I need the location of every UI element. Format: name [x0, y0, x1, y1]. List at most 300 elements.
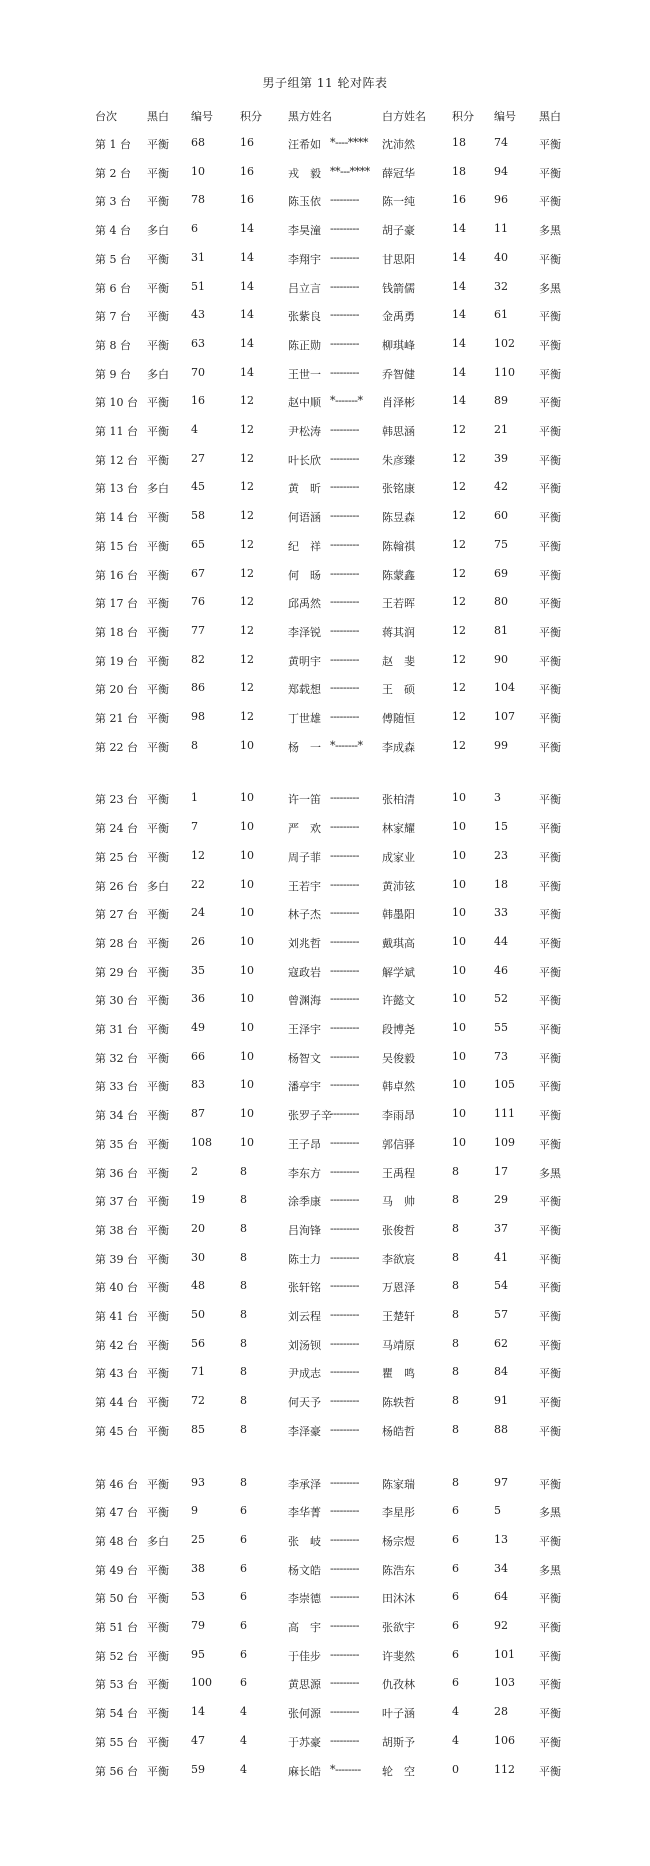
- black-name-cell: 于苏豪: [288, 1736, 321, 1749]
- header-white-points: 积分: [452, 110, 474, 123]
- board-cell: 第 14 台: [95, 511, 138, 524]
- white-name-cell: 傅随恒: [382, 712, 415, 725]
- black-color-cell: 平衡: [147, 1339, 169, 1352]
- result-separator: ---------: [330, 1619, 359, 1632]
- black-number-cell: 45: [191, 480, 205, 493]
- result-separator: ---------: [330, 1107, 359, 1120]
- black-color-cell: 平衡: [147, 1195, 169, 1208]
- white-points-cell: 10: [452, 964, 466, 977]
- black-number-cell: 31: [191, 251, 205, 264]
- white-color-cell: 平衡: [539, 655, 561, 668]
- white-number-cell: 101: [494, 1648, 515, 1661]
- white-number-cell: 40: [494, 251, 508, 264]
- white-number-cell: 81: [494, 624, 508, 637]
- table-row: [0, 849, 650, 865]
- black-color-cell: 平衡: [147, 937, 169, 950]
- result-separator: ---------: [330, 1050, 359, 1063]
- white-color-cell: 平衡: [539, 1592, 561, 1605]
- table-row: [0, 1136, 650, 1152]
- header-white-no: 编号: [494, 110, 516, 123]
- board-cell: 第 9 台: [95, 368, 131, 381]
- result-separator: ---------: [330, 251, 359, 264]
- black-name-cell: 叶长欣: [288, 454, 321, 467]
- white-color-cell: 平衡: [539, 1650, 561, 1663]
- table-row: [0, 1078, 650, 1094]
- black-color-cell: 平衡: [147, 655, 169, 668]
- table-row: [0, 251, 650, 267]
- white-color-cell: 平衡: [539, 880, 561, 893]
- black-points-cell: 12: [240, 538, 254, 551]
- black-color-cell: 平衡: [147, 1678, 169, 1691]
- black-points-cell: 12: [240, 509, 254, 522]
- white-name-cell: 张柏清: [382, 793, 415, 806]
- black-number-cell: 51: [191, 280, 205, 293]
- board-cell: 第 54 台: [95, 1707, 138, 1720]
- white-number-cell: 32: [494, 280, 508, 293]
- black-name-cell: 黄思源: [288, 1678, 321, 1691]
- white-color-cell: 平衡: [539, 310, 561, 323]
- black-name-cell: 张 岐: [288, 1535, 321, 1548]
- white-number-cell: 55: [494, 1021, 508, 1034]
- white-color-cell: 平衡: [539, 851, 561, 864]
- black-name-cell: 杨 一: [288, 741, 321, 754]
- black-name-cell: 刘云程: [288, 1310, 321, 1323]
- white-name-cell: 钱箭儒: [382, 282, 415, 295]
- white-number-cell: 57: [494, 1308, 508, 1321]
- white-points-cell: 12: [452, 624, 466, 637]
- white-name-cell: 杨宗煜: [382, 1535, 415, 1548]
- black-points-cell: 10: [240, 820, 254, 833]
- result-separator: ---------: [330, 1705, 359, 1718]
- black-points-cell: 12: [240, 653, 254, 666]
- white-number-cell: 29: [494, 1193, 508, 1206]
- white-number-cell: 90: [494, 653, 508, 666]
- white-points-cell: 12: [452, 739, 466, 752]
- black-name-cell: 潘亭宇: [288, 1080, 321, 1093]
- black-number-cell: 35: [191, 964, 205, 977]
- black-name-cell: 张紫良: [288, 310, 321, 323]
- white-color-cell: 平衡: [539, 339, 561, 352]
- white-points-cell: 8: [452, 1365, 459, 1378]
- black-color-cell: 平衡: [147, 1367, 169, 1380]
- black-color-cell: 平衡: [147, 1506, 169, 1519]
- white-color-cell: 平衡: [539, 1765, 561, 1778]
- white-name-cell: 朱彦臻: [382, 454, 415, 467]
- white-number-cell: 46: [494, 964, 508, 977]
- black-color-cell: 多白: [147, 1535, 169, 1548]
- table-row: [0, 1648, 650, 1664]
- table-row: [0, 193, 650, 209]
- black-name-cell: 麻长皓: [288, 1765, 321, 1778]
- white-color-cell: 平衡: [539, 712, 561, 725]
- table-header: [0, 108, 650, 124]
- board-cell: 第 2 台: [95, 167, 131, 180]
- white-color-cell: 多黑: [539, 224, 561, 237]
- black-number-cell: 67: [191, 567, 205, 580]
- black-number-cell: 10: [191, 165, 205, 178]
- white-number-cell: 96: [494, 193, 508, 206]
- black-name-cell: 高 宇: [288, 1621, 321, 1634]
- board-cell: 第 10 台: [95, 396, 138, 409]
- white-name-cell: 陈一纯: [382, 195, 415, 208]
- black-color-cell: 平衡: [147, 1281, 169, 1294]
- white-number-cell: 89: [494, 394, 508, 407]
- table-row: [0, 1165, 650, 1181]
- white-name-cell: 陈昱森: [382, 511, 415, 524]
- board-cell: 第 5 台: [95, 253, 131, 266]
- result-separator: ---------: [330, 480, 359, 493]
- board-cell: 第 11 台: [95, 425, 138, 438]
- black-points-cell: 10: [240, 878, 254, 891]
- board-cell: 第 30 台: [95, 994, 138, 1007]
- white-name-cell: 沈沛然: [382, 138, 415, 151]
- black-number-cell: 48: [191, 1279, 205, 1292]
- white-color-cell: 平衡: [539, 540, 561, 553]
- black-number-cell: 70: [191, 366, 205, 379]
- white-points-cell: 14: [452, 308, 466, 321]
- white-color-cell: 平衡: [539, 1367, 561, 1380]
- result-separator: *----****: [330, 136, 368, 149]
- table-row: [0, 337, 650, 353]
- black-name-cell: 何天予: [288, 1396, 321, 1409]
- board-cell: 第 43 台: [95, 1367, 138, 1380]
- white-name-cell: 胡斯予: [382, 1736, 415, 1749]
- black-name-cell: 李昊潼: [288, 224, 321, 237]
- black-points-cell: 10: [240, 1078, 254, 1091]
- result-separator: ---------: [330, 1590, 359, 1603]
- board-cell: 第 24 台: [95, 822, 138, 835]
- table-row: [0, 1423, 650, 1439]
- table-row: [0, 1222, 650, 1238]
- white-color-cell: 平衡: [539, 741, 561, 754]
- black-number-cell: 20: [191, 1222, 205, 1235]
- black-name-cell: 张罗子辛: [288, 1109, 332, 1122]
- result-separator: ---------: [330, 366, 359, 379]
- black-name-cell: 李泽锐: [288, 626, 321, 639]
- white-color-cell: 多黑: [539, 1167, 561, 1180]
- result-separator: ---------: [330, 509, 359, 522]
- white-name-cell: 万恩泽: [382, 1281, 415, 1294]
- table-row: [0, 878, 650, 894]
- white-name-cell: 韩卓然: [382, 1080, 415, 1093]
- black-number-cell: 79: [191, 1619, 205, 1632]
- black-points-cell: 8: [240, 1308, 247, 1321]
- black-points-cell: 12: [240, 624, 254, 637]
- white-name-cell: 李欲宸: [382, 1253, 415, 1266]
- black-points-cell: 14: [240, 308, 254, 321]
- black-points-cell: 6: [240, 1504, 247, 1517]
- board-cell: 第 41 台: [95, 1310, 138, 1323]
- white-name-cell: 陈翰祺: [382, 540, 415, 553]
- board-cell: 第 47 台: [95, 1506, 138, 1519]
- white-name-cell: 马靖原: [382, 1339, 415, 1352]
- table-row: [0, 1476, 650, 1492]
- result-separator: ---------: [330, 1193, 359, 1206]
- black-number-cell: 78: [191, 193, 205, 206]
- black-name-cell: 邱禹然: [288, 597, 321, 610]
- white-number-cell: 5: [494, 1504, 501, 1517]
- black-name-cell: 刘兆哲: [288, 937, 321, 950]
- black-color-cell: 平衡: [147, 1707, 169, 1720]
- white-points-cell: 8: [452, 1193, 459, 1206]
- white-color-cell: 平衡: [539, 1535, 561, 1548]
- white-number-cell: 42: [494, 480, 508, 493]
- black-points-cell: 8: [240, 1165, 247, 1178]
- white-points-cell: 12: [452, 423, 466, 436]
- result-separator: ---------: [330, 1251, 359, 1264]
- black-name-cell: 李承泽: [288, 1478, 321, 1491]
- black-color-cell: 平衡: [147, 511, 169, 524]
- white-name-cell: 陈浩东: [382, 1564, 415, 1577]
- white-color-cell: 平衡: [539, 195, 561, 208]
- white-name-cell: 王楚轩: [382, 1310, 415, 1323]
- header-black-no: 编号: [191, 110, 213, 123]
- black-name-cell: 许一笛: [288, 793, 321, 806]
- white-number-cell: 52: [494, 992, 508, 1005]
- white-number-cell: 74: [494, 136, 508, 149]
- board-cell: 第 39 台: [95, 1253, 138, 1266]
- white-color-cell: 平衡: [539, 1736, 561, 1749]
- white-color-cell: 平衡: [539, 138, 561, 151]
- board-cell: 第 17 台: [95, 597, 138, 610]
- black-color-cell: 平衡: [147, 1310, 169, 1323]
- white-number-cell: 39: [494, 452, 508, 465]
- white-name-cell: 赵 斐: [382, 655, 415, 668]
- white-points-cell: 14: [452, 222, 466, 235]
- white-number-cell: 37: [494, 1222, 508, 1235]
- black-name-cell: 周子菲: [288, 851, 321, 864]
- white-points-cell: 16: [452, 193, 466, 206]
- white-points-cell: 10: [452, 935, 466, 948]
- result-separator: ---------: [330, 849, 359, 862]
- table-row: [0, 595, 650, 611]
- white-color-cell: 平衡: [539, 482, 561, 495]
- white-number-cell: 80: [494, 595, 508, 608]
- white-color-cell: 平衡: [539, 368, 561, 381]
- white-name-cell: 甘思阳: [382, 253, 415, 266]
- black-number-cell: 53: [191, 1590, 205, 1603]
- black-points-cell: 8: [240, 1337, 247, 1350]
- black-number-cell: 25: [191, 1533, 205, 1546]
- white-name-cell: 许懿文: [382, 994, 415, 1007]
- white-color-cell: 平衡: [539, 511, 561, 524]
- white-color-cell: 平衡: [539, 994, 561, 1007]
- black-color-cell: 多白: [147, 880, 169, 893]
- result-separator: *-------*: [330, 394, 363, 407]
- black-points-cell: 6: [240, 1676, 247, 1689]
- white-name-cell: 王禹程: [382, 1167, 415, 1180]
- black-number-cell: 43: [191, 308, 205, 321]
- board-cell: 第 35 台: [95, 1138, 138, 1151]
- black-number-cell: 6: [191, 222, 198, 235]
- black-name-cell: 杨文皓: [288, 1564, 321, 1577]
- black-name-cell: 涂季康: [288, 1195, 321, 1208]
- black-points-cell: 12: [240, 595, 254, 608]
- black-color-cell: 平衡: [147, 1224, 169, 1237]
- white-points-cell: 8: [452, 1222, 459, 1235]
- result-separator: ---------: [330, 653, 359, 666]
- white-points-cell: 6: [452, 1504, 459, 1517]
- white-number-cell: 92: [494, 1619, 508, 1632]
- board-cell: 第 34 台: [95, 1109, 138, 1122]
- white-color-cell: 平衡: [539, 1052, 561, 1065]
- white-points-cell: 10: [452, 820, 466, 833]
- white-color-cell: 平衡: [539, 822, 561, 835]
- white-color-cell: 平衡: [539, 1621, 561, 1634]
- white-number-cell: 41: [494, 1251, 508, 1264]
- black-number-cell: 38: [191, 1562, 205, 1575]
- black-points-cell: 4: [240, 1763, 247, 1776]
- white-number-cell: 13: [494, 1533, 508, 1546]
- black-points-cell: 8: [240, 1222, 247, 1235]
- white-name-cell: 张铭康: [382, 482, 415, 495]
- black-name-cell: 王泽宇: [288, 1023, 321, 1036]
- black-number-cell: 85: [191, 1423, 205, 1436]
- black-name-cell: 王世一: [288, 368, 321, 381]
- black-number-cell: 87: [191, 1107, 205, 1120]
- black-name-cell: 赵中顺: [288, 396, 321, 409]
- black-number-cell: 47: [191, 1734, 205, 1747]
- black-color-cell: 平衡: [147, 282, 169, 295]
- result-separator: ---------: [330, 1676, 359, 1689]
- result-separator: ---------: [330, 595, 359, 608]
- white-color-cell: 平衡: [539, 966, 561, 979]
- black-points-cell: 16: [240, 165, 254, 178]
- table-row: [0, 1251, 650, 1267]
- white-points-cell: 10: [452, 791, 466, 804]
- black-points-cell: 10: [240, 739, 254, 752]
- table-row: [0, 739, 650, 755]
- white-color-cell: 平衡: [539, 1678, 561, 1691]
- black-points-cell: 10: [240, 1021, 254, 1034]
- black-color-cell: 平衡: [147, 195, 169, 208]
- table-row: [0, 653, 650, 669]
- board-cell: 第 28 台: [95, 937, 138, 950]
- white-color-cell: 平衡: [539, 1253, 561, 1266]
- table-row: [0, 1734, 650, 1750]
- white-points-cell: 12: [452, 452, 466, 465]
- black-color-cell: 平衡: [147, 994, 169, 1007]
- board-cell: 第 46 台: [95, 1478, 138, 1491]
- result-separator: ---------: [330, 1078, 359, 1091]
- table-row: [0, 308, 650, 324]
- black-points-cell: 8: [240, 1423, 247, 1436]
- white-name-cell: 张俊哲: [382, 1224, 415, 1237]
- board-cell: 第 45 台: [95, 1425, 138, 1438]
- black-number-cell: 63: [191, 337, 205, 350]
- result-separator: ---------: [330, 337, 359, 350]
- black-points-cell: 14: [240, 280, 254, 293]
- header-white-name: 白方姓名: [382, 110, 426, 123]
- white-color-cell: 平衡: [539, 396, 561, 409]
- black-color-cell: 平衡: [147, 793, 169, 806]
- white-name-cell: 陈轶哲: [382, 1396, 415, 1409]
- white-number-cell: 112: [494, 1763, 515, 1776]
- black-points-cell: 12: [240, 480, 254, 493]
- black-points-cell: 10: [240, 935, 254, 948]
- board-cell: 第 50 台: [95, 1592, 138, 1605]
- white-name-cell: 李成森: [382, 741, 415, 754]
- black-color-cell: 平衡: [147, 1765, 169, 1778]
- table-row: [0, 1394, 650, 1410]
- black-name-cell: 尹松涛: [288, 425, 321, 438]
- white-points-cell: 12: [452, 509, 466, 522]
- black-number-cell: 30: [191, 1251, 205, 1264]
- black-name-cell: 李华菁: [288, 1506, 321, 1519]
- white-points-cell: 14: [452, 337, 466, 350]
- board-cell: 第 12 台: [95, 454, 138, 467]
- white-points-cell: 12: [452, 681, 466, 694]
- black-number-cell: 2: [191, 1165, 198, 1178]
- white-points-cell: 6: [452, 1619, 459, 1632]
- header-color: 黑白: [147, 110, 169, 123]
- black-color-cell: 平衡: [147, 396, 169, 409]
- result-separator: ---------: [330, 964, 359, 977]
- white-points-cell: 12: [452, 567, 466, 580]
- black-number-cell: 26: [191, 935, 205, 948]
- black-number-cell: 66: [191, 1050, 205, 1063]
- board-cell: 第 33 台: [95, 1080, 138, 1093]
- white-name-cell: 陈蒙鑫: [382, 569, 415, 582]
- black-color-cell: 平衡: [147, 540, 169, 553]
- board-cell: 第 21 台: [95, 712, 138, 725]
- black-points-cell: 4: [240, 1705, 247, 1718]
- black-number-cell: 49: [191, 1021, 205, 1034]
- white-number-cell: 15: [494, 820, 508, 833]
- black-points-cell: 6: [240, 1562, 247, 1575]
- white-color-cell: 平衡: [539, 597, 561, 610]
- black-name-cell: 王若宇: [288, 880, 321, 893]
- black-number-cell: 1: [191, 791, 198, 804]
- board-cell: 第 15 台: [95, 540, 138, 553]
- table-row: [0, 710, 650, 726]
- result-separator: ---------: [330, 1165, 359, 1178]
- black-number-cell: 68: [191, 136, 205, 149]
- result-separator: ---------: [330, 1021, 359, 1034]
- table-row: [0, 1763, 650, 1779]
- white-number-cell: 28: [494, 1705, 508, 1718]
- white-name-cell: 李星彤: [382, 1506, 415, 1519]
- white-number-cell: 107: [494, 710, 515, 723]
- black-name-cell: 李翔宇: [288, 253, 321, 266]
- table-row: [0, 906, 650, 922]
- white-name-cell: 瞿 鸣: [382, 1367, 415, 1380]
- board-cell: 第 27 台: [95, 908, 138, 921]
- white-color-cell: 平衡: [539, 1224, 561, 1237]
- black-name-cell: 陈士力: [288, 1253, 321, 1266]
- black-name-cell: 丁世雄: [288, 712, 321, 725]
- result-separator: ---------: [330, 906, 359, 919]
- white-number-cell: 17: [494, 1165, 508, 1178]
- white-name-cell: 林家耀: [382, 822, 415, 835]
- black-name-cell: 何语涵: [288, 511, 321, 524]
- white-name-cell: 张欲宇: [382, 1621, 415, 1634]
- white-points-cell: 10: [452, 1021, 466, 1034]
- result-separator: ---------: [330, 567, 359, 580]
- black-points-cell: 8: [240, 1365, 247, 1378]
- white-number-cell: 94: [494, 165, 508, 178]
- black-number-cell: 56: [191, 1337, 205, 1350]
- table-row: [0, 366, 650, 382]
- black-name-cell: 陈玉依: [288, 195, 321, 208]
- white-number-cell: 84: [494, 1365, 508, 1378]
- board-cell: 第 31 台: [95, 1023, 138, 1036]
- white-points-cell: 6: [452, 1648, 459, 1661]
- black-number-cell: 65: [191, 538, 205, 551]
- black-points-cell: 8: [240, 1394, 247, 1407]
- white-points-cell: 6: [452, 1562, 459, 1575]
- white-color-cell: 平衡: [539, 167, 561, 180]
